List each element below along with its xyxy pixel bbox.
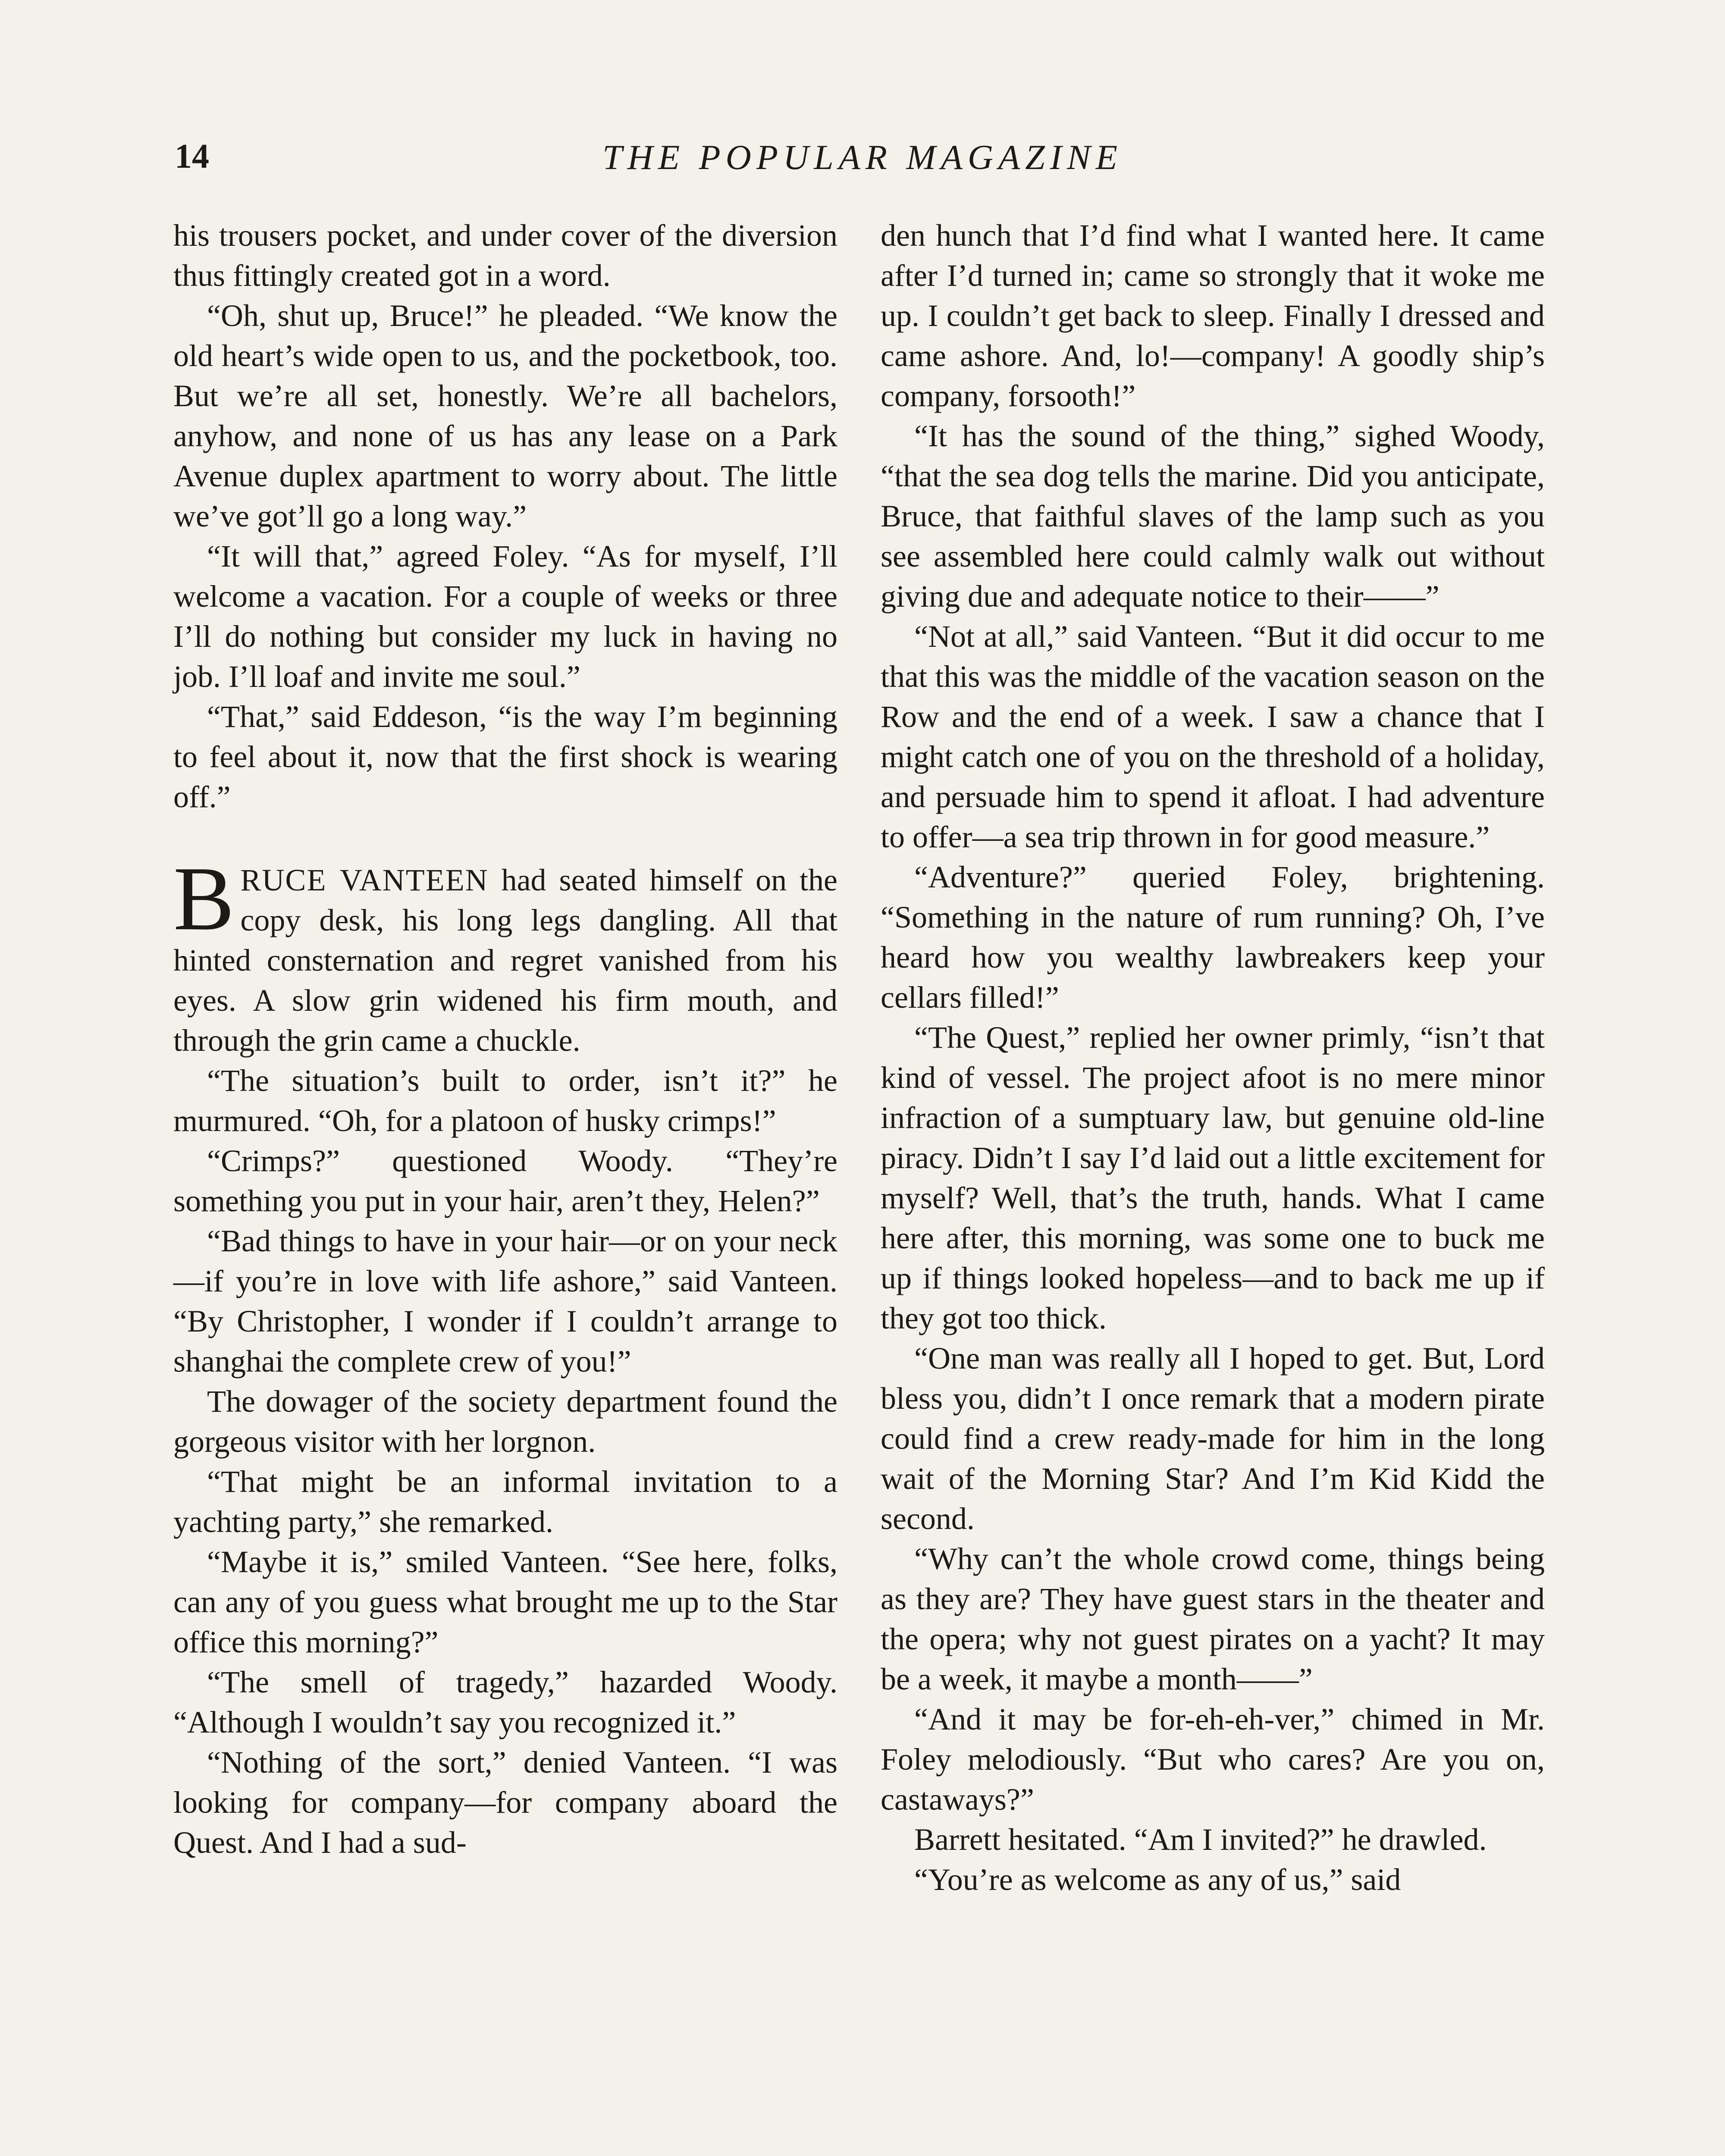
paragraph: “Nothing of the sort,” denied Vanteen. “I was looking for company—for company aboard the Quest. And I had a sud- — [173, 1745, 837, 1860]
paragraph: “And it may be for-eh-eh-ver,” chimed in Mr. Foley melodiously. “But who cares? Are you on, castaways?” — [881, 1702, 1545, 1817]
left-column — [173, 216, 837, 1863]
paragraph: “It has the sound of the thing,” sighed Woody, “that the sea dog tells the marine. Did you anticipate, Bruce, that faithful slaves of the lamp such as you see assembled here could calmly walk out without giving due and adequate notice to their——” — [881, 419, 1545, 614]
paragraph: “Bad things to have in your hair—or on your neck—if you’re in love with life ashore,” said Vanteen. “By Christopher, I wonder if I couldn’t arrange to shanghai the complete crew of you!” — [173, 1224, 837, 1379]
right-column — [881, 216, 1545, 1900]
paragraph: “Crimps?” questioned Woody. “They’re something you put in your hair, aren’t they, Helen?” — [173, 1144, 837, 1218]
paragraph: “It will that,” agreed Foley. “As for myself, I’ll welcome a vacation. For a couple of weeks or three I’ll do nothing but consider my luck in having no job. I’ll loaf and invite me soul.” — [173, 539, 837, 694]
paragraph: “The situation’s built to order, isn’t it?” he murmured. “Oh, for a platoon of husky crimps!” — [173, 1063, 837, 1138]
section-opening-paragraph — [173, 848, 837, 1061]
paragraph: “You’re as welcome as any of us,” said — [914, 1862, 1401, 1897]
lead-caps: RUCE VANTEEN — [240, 863, 489, 897]
paragraph: “The smell of tragedy,” hazarded Woody. “Although I wouldn’t say you recognized it.” — [173, 1665, 837, 1739]
paragraph-text: had seated himself on the copy desk, his long legs dangling. All that hinted consternation and regret vanished from his eyes. A slow grin widened his firm mouth, and through the grin came a chuckle. — [173, 863, 837, 1058]
paragraph: den hunch that I’d find what I wanted here. It came after I’d turned in; came so strongly that it woke me up. I couldn’t get back to sleep. Finally I dressed and came ashore. And, lo!—company! A goodly ship’s company, forsooth!” — [881, 218, 1545, 413]
paragraph: “The Quest,” replied her owner primly, “isn’t that kind of vessel. The project afoot is no mere minor infraction of a sumptuary law, but genuine old-line piracy. Didn’t I say I’d laid out a little excitement for myself? Well, that’s the truth, hands. What I came here after, this morning, was some one to buck me up if things looked hopeless—and to back me up if they got too thick. — [881, 1020, 1545, 1335]
paragraph: Barrett hesitated. “Am I invited?” he drawled. — [914, 1822, 1487, 1857]
paragraph: “Adventure?” queried Foley, brightening. “Something in the nature of rum running? Oh, I’ve heard how you wealthy lawbreakers keep your cellars filled!” — [881, 860, 1545, 1015]
paragraph: “Not at all,” said Vanteen. “But it did occur to me that this was the middle of the vacation season on the Row and the end of a week. I saw a chance that I might catch one of you on the threshold of a holiday, and persuade him to spend it afloat. I had adventure to offer—a sea trip thrown in for good measure.” — [881, 619, 1545, 854]
paragraph: The dowager of the society department found the gorgeous visitor with her lorgnon. — [173, 1384, 837, 1459]
paragraph: “That might be an informal invitation to a yachting party,” she remarked. — [173, 1464, 837, 1539]
paragraph: “Why can’t the whole crowd come, things being as they are? They have guest stars in the theater and the opera; why not guest pirates on a yacht? It may be a week, it maybe a month——” — [881, 1542, 1545, 1696]
running-head: THE POPULAR MAGAZINE — [602, 138, 1123, 177]
paragraph: “That,” said Eddeson, “is the way I’m beginning to feel about it, now that the first shock is wearing off.” — [173, 699, 837, 814]
paragraph: “Oh, shut up, Bruce!” he pleaded. “We know the old heart’s wide open to us, and the pocketbook, too. But we’re all set, honestly. We’re all bachelors, anyhow, and none of us has any lease on a Park Avenue duplex apartment to worry about. The little we’ve got’ll go a long way.” — [173, 298, 837, 533]
paragraph: “One man was really all I hoped to get. But, Lord bless you, didn’t I once remark that a modern pirate could find a crew ready-made for him in the long wait of the Morning Star? And I’m Kid Kidd the second. — [881, 1341, 1545, 1536]
paragraph: his trousers pocket, and under cover of the diversion thus fittingly created got in a word. — [173, 218, 837, 293]
page-number: 14 — [175, 138, 209, 175]
drop-cap: B — [173, 848, 235, 949]
paragraph: “Maybe it is,” smiled Vanteen. “See here, folks, can any of you guess what brought me up to the Star office this morning?” — [173, 1545, 837, 1659]
